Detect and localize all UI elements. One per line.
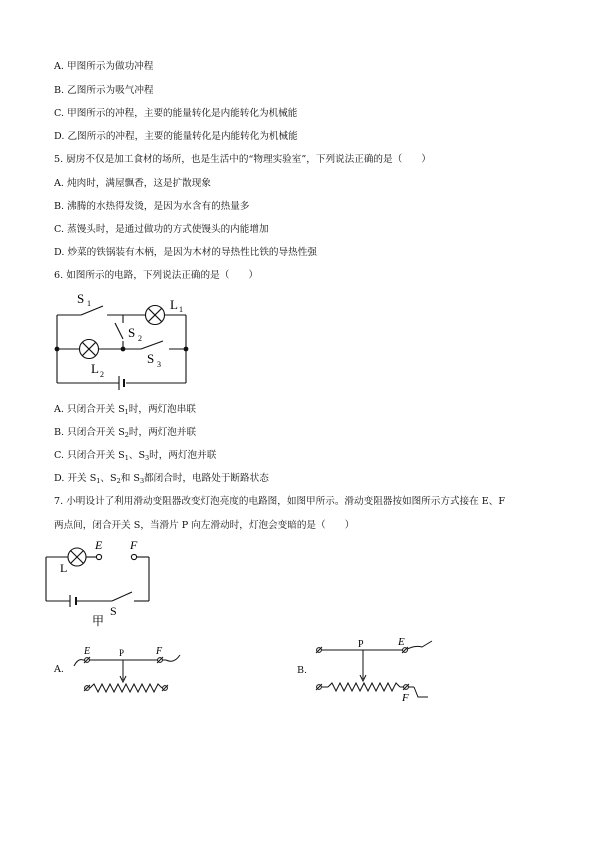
s2-subscript: 2	[138, 334, 142, 343]
q5-option-c: C. 蒸馒头时，是通过做功的方式使馒头的内能增加	[54, 224, 269, 235]
q5-option-b: B. 沸腾的水热得发烫，是因为水含有的热量多	[54, 201, 250, 212]
s-label: S	[110, 604, 117, 618]
q4-option-a: A. 甲图所示为做功冲程	[54, 61, 154, 72]
q7-option-a-letter: A.	[54, 664, 64, 675]
q6-circuit-diagram	[45, 285, 205, 395]
s3-subscript: 3	[157, 360, 161, 369]
q6-stem: 6. 如图所示的电路，下列说法正确的是（ ）	[54, 270, 259, 281]
q4-option-b: B. 乙图所示为吸气冲程	[54, 85, 154, 96]
s2-label: S	[128, 325, 136, 340]
a-f-label: F	[156, 646, 163, 657]
jia-caption: 甲	[92, 614, 105, 627]
q7-stem-line2: 两点间，闭合开关 S，当滑片 P 向左滑动时，灯泡会变暗的是（ ）	[54, 520, 355, 531]
f-label: F	[130, 538, 138, 552]
l1-label: L	[170, 297, 178, 312]
e-label: E	[95, 538, 103, 552]
q7-option-b-rheostat	[310, 633, 440, 705]
q6-option-a: A. 只闭合开关 $S_1$时，两灯泡串联	[54, 404, 196, 416]
q6-option-b: B. 只闭合开关 $S_2$时，两灯泡并联	[54, 427, 197, 439]
s1-subscript: 1	[87, 299, 91, 308]
l2-subscript: 2	[100, 370, 104, 379]
l-label: L	[60, 561, 68, 575]
q6-option-c: C. 只闭合开关 $S_1$、$S_3$时，两灯泡并联	[54, 450, 217, 462]
s3-label: S	[147, 351, 155, 366]
a-e-label: E	[84, 646, 91, 657]
q5-option-a: A. 炖肉时，满屋飘香，这是扩散现象	[54, 178, 211, 189]
s1-label: S	[77, 291, 85, 306]
q7-circuit-jia	[40, 535, 160, 627]
q7-option-b-letter: B.	[297, 665, 308, 676]
b-p-label: P	[358, 639, 364, 650]
b-e-label: E	[398, 636, 405, 648]
q6-option-d: D. 开关 $S_1$、$S_2$和 $S_3$都闭合时，电路处于断路状态	[54, 473, 269, 485]
q7-option-a-rheostat	[70, 640, 190, 700]
q5-option-d: D. 炒菜的铁锅装有木柄，是因为木材的导热性比铁的导热性强	[54, 247, 317, 258]
l1-subscript: 1	[179, 305, 183, 314]
q4-option-c: C. 甲图所示的冲程，主要的能量转化是内能转化为机械能	[54, 108, 298, 119]
l2-label: L	[91, 361, 99, 376]
q5-stem: 5. 厨房不仅是加工食材的场所，也是生活中的“物理实验室”，下列说法正确的是（ ）	[54, 154, 431, 165]
b-f-label: F	[402, 692, 409, 704]
q7-stem-line1: 7. 小明设计了利用滑动变阻器改变灯泡亮度的电路图，如图甲所示。滑动变阻器按如图所示方式接在 E、F	[54, 496, 506, 507]
a-p-label: P	[119, 648, 125, 658]
q4-option-d: D. 乙图所示的冲程，主要的能量转化是内能转化为机械能	[54, 131, 298, 142]
